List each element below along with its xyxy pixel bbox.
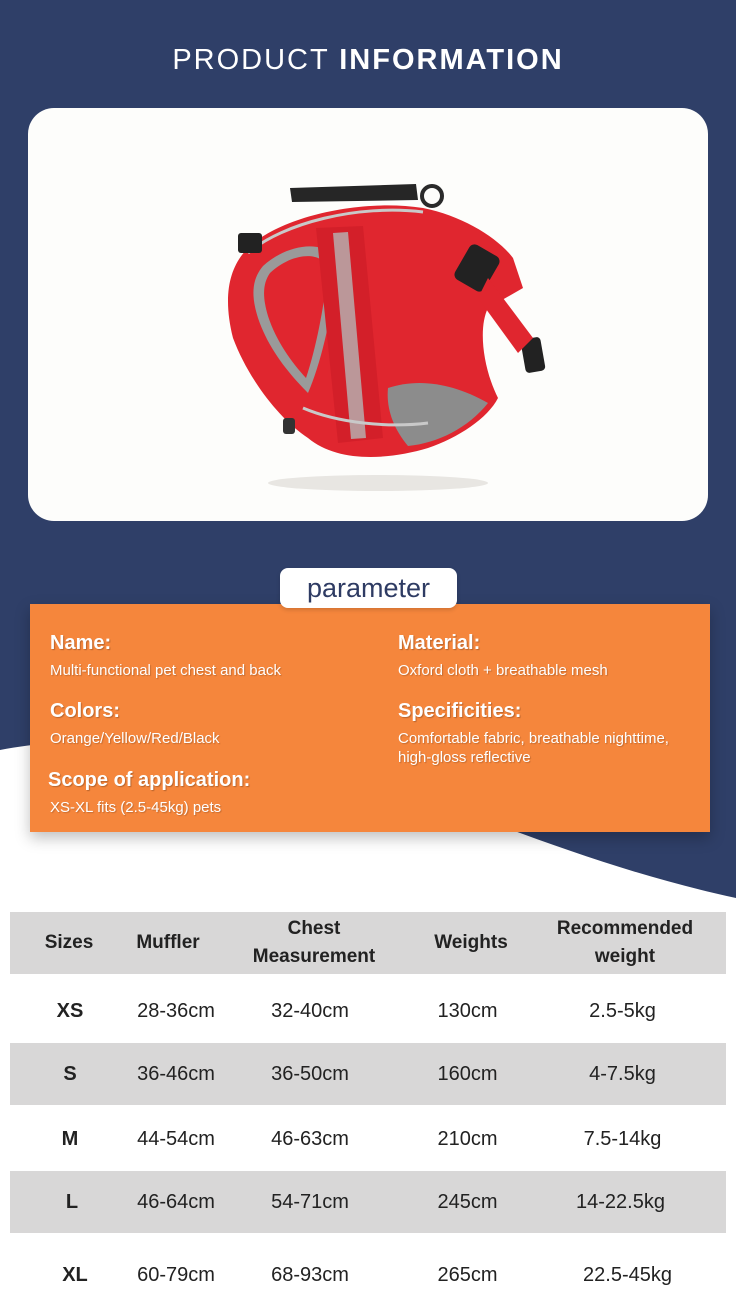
header-recommended-line1: Recommended [556, 918, 694, 939]
param-scope-label: Scope of application: [48, 769, 251, 791]
cell-size: M [61, 1127, 79, 1150]
cell-chest: 32-40cm [271, 999, 349, 1022]
header-weights: Weights [434, 932, 508, 953]
table-row [10, 1043, 726, 1105]
dog-harness-image [188, 138, 548, 498]
param-name-value: Multi-functional pet chest and back [50, 662, 281, 679]
param-material-value: Oxford cloth + breathable mesh [398, 662, 608, 679]
title-bold-text: INFORMATION [339, 44, 564, 76]
param-name-label: Name: [50, 632, 112, 654]
param-material-label: Material: [398, 632, 481, 654]
header-recommended [540, 912, 710, 974]
table-row [10, 1242, 726, 1308]
cell-weights: 210cm [437, 1127, 498, 1150]
param-colors [50, 700, 380, 748]
cell-muffler: 60-79cm [137, 1263, 215, 1286]
param-name [50, 632, 380, 680]
header-recommended-line2: weight [594, 946, 656, 967]
param-scope [48, 769, 448, 817]
header-chest-line2: Measurement [252, 946, 376, 967]
cell-muffler: 44-54cm [137, 1127, 215, 1150]
cell-muffler: 28-36cm [137, 999, 215, 1022]
cell-chest: 46-63cm [271, 1127, 349, 1150]
cell-recommended: 22.5-45kg [583, 1263, 672, 1286]
cell-chest: 36-50cm [271, 1062, 349, 1085]
header-muffler: Muffler [136, 932, 200, 953]
table-row [10, 1107, 726, 1171]
param-material [398, 632, 708, 680]
cell-weights: 130cm [437, 999, 498, 1022]
param-specificities-value-line2: high-gloss reflective [398, 749, 531, 766]
cell-size: XS [56, 999, 84, 1022]
table-row [10, 1171, 726, 1233]
cell-recommended: 7.5-14kg [583, 1127, 662, 1150]
cell-chest: 68-93cm [271, 1263, 349, 1286]
param-colors-label: Colors: [50, 700, 120, 722]
product-photo-card [28, 108, 708, 521]
cell-size: XL [62, 1263, 88, 1286]
cell-muffler: 46-64cm [137, 1190, 215, 1213]
cell-weights: 265cm [437, 1263, 498, 1286]
cell-size: L [65, 1190, 79, 1213]
cell-recommended: 2.5-5kg [589, 999, 656, 1022]
cell-weights: 160cm [437, 1062, 498, 1085]
param-specificities-value-line1: Comfortable fabric, breathable nighttime, [398, 730, 669, 747]
header-sizes: Sizes [44, 932, 94, 953]
table-header-row [10, 912, 726, 974]
param-specificities [398, 700, 708, 767]
param-specificities-label: Specificities: [398, 700, 522, 722]
parameter-panel [30, 604, 710, 832]
cell-muffler: 36-46cm [137, 1062, 215, 1085]
title-light-text: PRODUCT [172, 44, 330, 76]
cell-recommended: 14-22.5kg [576, 1190, 665, 1213]
param-colors-value: Orange/Yellow/Red/Black [50, 730, 220, 747]
param-scope-value: XS-XL fits (2.5-45kg) pets [50, 799, 222, 816]
parameter-heading: parameter [280, 568, 457, 608]
cell-chest: 54-71cm [271, 1190, 349, 1213]
header-chest [232, 912, 396, 974]
cell-weights: 245cm [437, 1190, 498, 1213]
table-row [10, 978, 726, 1044]
cell-size: S [63, 1062, 77, 1085]
page-title [0, 44, 736, 77]
header-chest-line1: Chest [287, 918, 341, 939]
cell-recommended: 4-7.5kg [589, 1062, 656, 1085]
